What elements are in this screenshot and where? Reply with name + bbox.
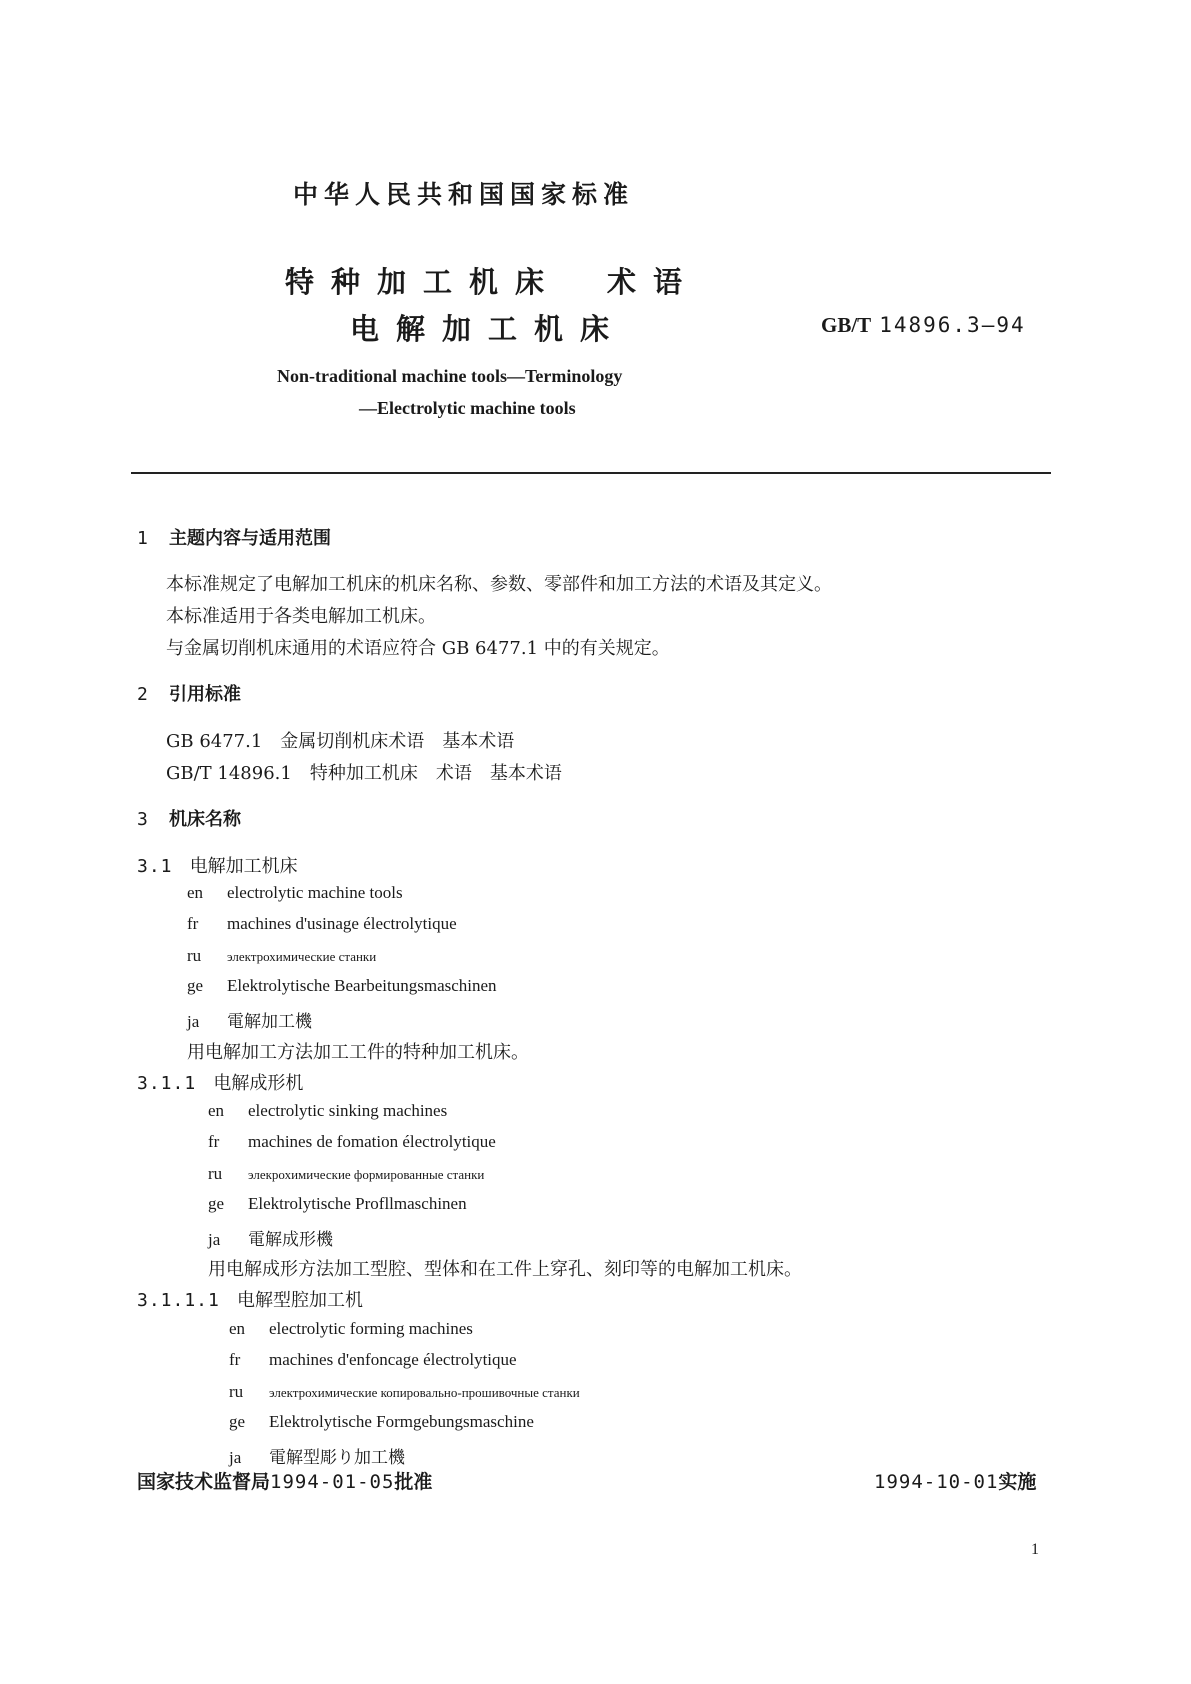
- english-title-line1: Non-traditional machine tools—Terminology: [277, 366, 623, 386]
- term-number: 3.1.1.1: [137, 1290, 220, 1311]
- section-title: 引用标准: [169, 684, 241, 705]
- section-number: 1: [137, 528, 148, 549]
- section-number: 3: [137, 809, 148, 830]
- paragraph: 本标准适用于各类电解加工机床。: [166, 606, 436, 627]
- effective-line: [874, 1467, 1036, 1494]
- page-number: 1: [1031, 1541, 1039, 1558]
- term-name: 电解型腔加工机: [237, 1290, 364, 1311]
- section-number: 2: [137, 684, 148, 705]
- header-divider: [131, 472, 1051, 474]
- section-heading-2: [137, 680, 241, 706]
- term-translation-fr: fr machines d'usinage électrolytique: [187, 914, 457, 933]
- term-translation-ge: ge Elektrolytische Profllmaschinen: [208, 1194, 467, 1213]
- term-translation-ja: ja 電解加工機: [187, 1012, 312, 1031]
- standard-code: 14896.3—94: [879, 313, 1026, 337]
- effective-date: 1994-10-01: [874, 1471, 999, 1493]
- paragraph: 与金属切削机床通用的术语应符合 GB 6477.1 中的有关规定。: [166, 638, 670, 659]
- term-number: 3.1: [137, 856, 173, 877]
- approval-org: 国家技术监督局: [137, 1471, 271, 1493]
- term-translation-ru: ru элекрохимические формированные станки: [208, 1164, 485, 1183]
- term-translation-en: en electrolytic sinking machines: [208, 1101, 448, 1120]
- term-number: 3.1.1: [137, 1073, 197, 1094]
- section-title: 机床名称: [169, 809, 241, 830]
- term-translation-fr: fr machines d'enfoncage électrolytique: [229, 1350, 517, 1369]
- effective-label: 实施: [998, 1471, 1037, 1493]
- term-translation-ru: ru электрохимические станки: [187, 946, 377, 965]
- term-heading: [137, 852, 298, 878]
- term-definition: 用电解加工方法加工工件的特种加工机床。: [187, 1042, 529, 1063]
- approval-date: 1994-01-05: [270, 1471, 395, 1493]
- standard-prefix: GB/T: [821, 313, 872, 337]
- document-title-line2: 电解加工机床: [350, 312, 627, 346]
- issuing-body-title: 中华人民共和国国家标准: [293, 180, 635, 209]
- section-heading-3: [137, 805, 241, 831]
- document-title-line1: 特种加工机床 术语: [285, 265, 700, 299]
- term-translation-en: en electrolytic forming machines: [229, 1319, 473, 1338]
- term-definition: 用电解成形方法加工型腔、型体和在工件上穿孔、刻印等的电解加工机床。: [208, 1259, 802, 1280]
- reference-item: GB 6477.1 金属切削机床术语 基本术语: [166, 731, 515, 752]
- section-heading-1: [137, 524, 331, 550]
- english-title-line2: —Electrolytic machine tools: [359, 398, 576, 418]
- approval-label: 批准: [394, 1471, 433, 1493]
- term-translation-ja: ja 電解型彫り加工機: [229, 1448, 405, 1467]
- reference-item: GB/T 14896.1 特种加工机床 术语 基本术语: [166, 763, 562, 784]
- term-translation-ru: ru электрохимические копировально-прошивочные станки: [229, 1382, 580, 1401]
- paragraph: 本标准规定了电解加工机床的机床名称、参数、零部件和加工方法的术语及其定义。: [166, 574, 832, 595]
- section-title: 主题内容与适用范围: [169, 528, 331, 549]
- term-translation-ja: ja 電解成形機: [208, 1230, 333, 1249]
- term-translation-en: en electrolytic machine tools: [187, 883, 403, 902]
- term-name: 电解加工机床: [189, 856, 298, 877]
- term-translation-ge: ge Elektrolytische Formgebungsmaschine: [229, 1412, 534, 1431]
- standard-number: [821, 313, 1026, 338]
- term-name: 电解成形机: [213, 1073, 304, 1094]
- term-translation-ge: ge Elektrolytische Bearbeitungsmaschinen: [187, 976, 497, 995]
- term-heading: [137, 1286, 363, 1312]
- term-heading: [137, 1069, 303, 1095]
- term-translation-fr: fr machines de fomation électrolytique: [208, 1132, 496, 1151]
- approval-line: [137, 1467, 432, 1494]
